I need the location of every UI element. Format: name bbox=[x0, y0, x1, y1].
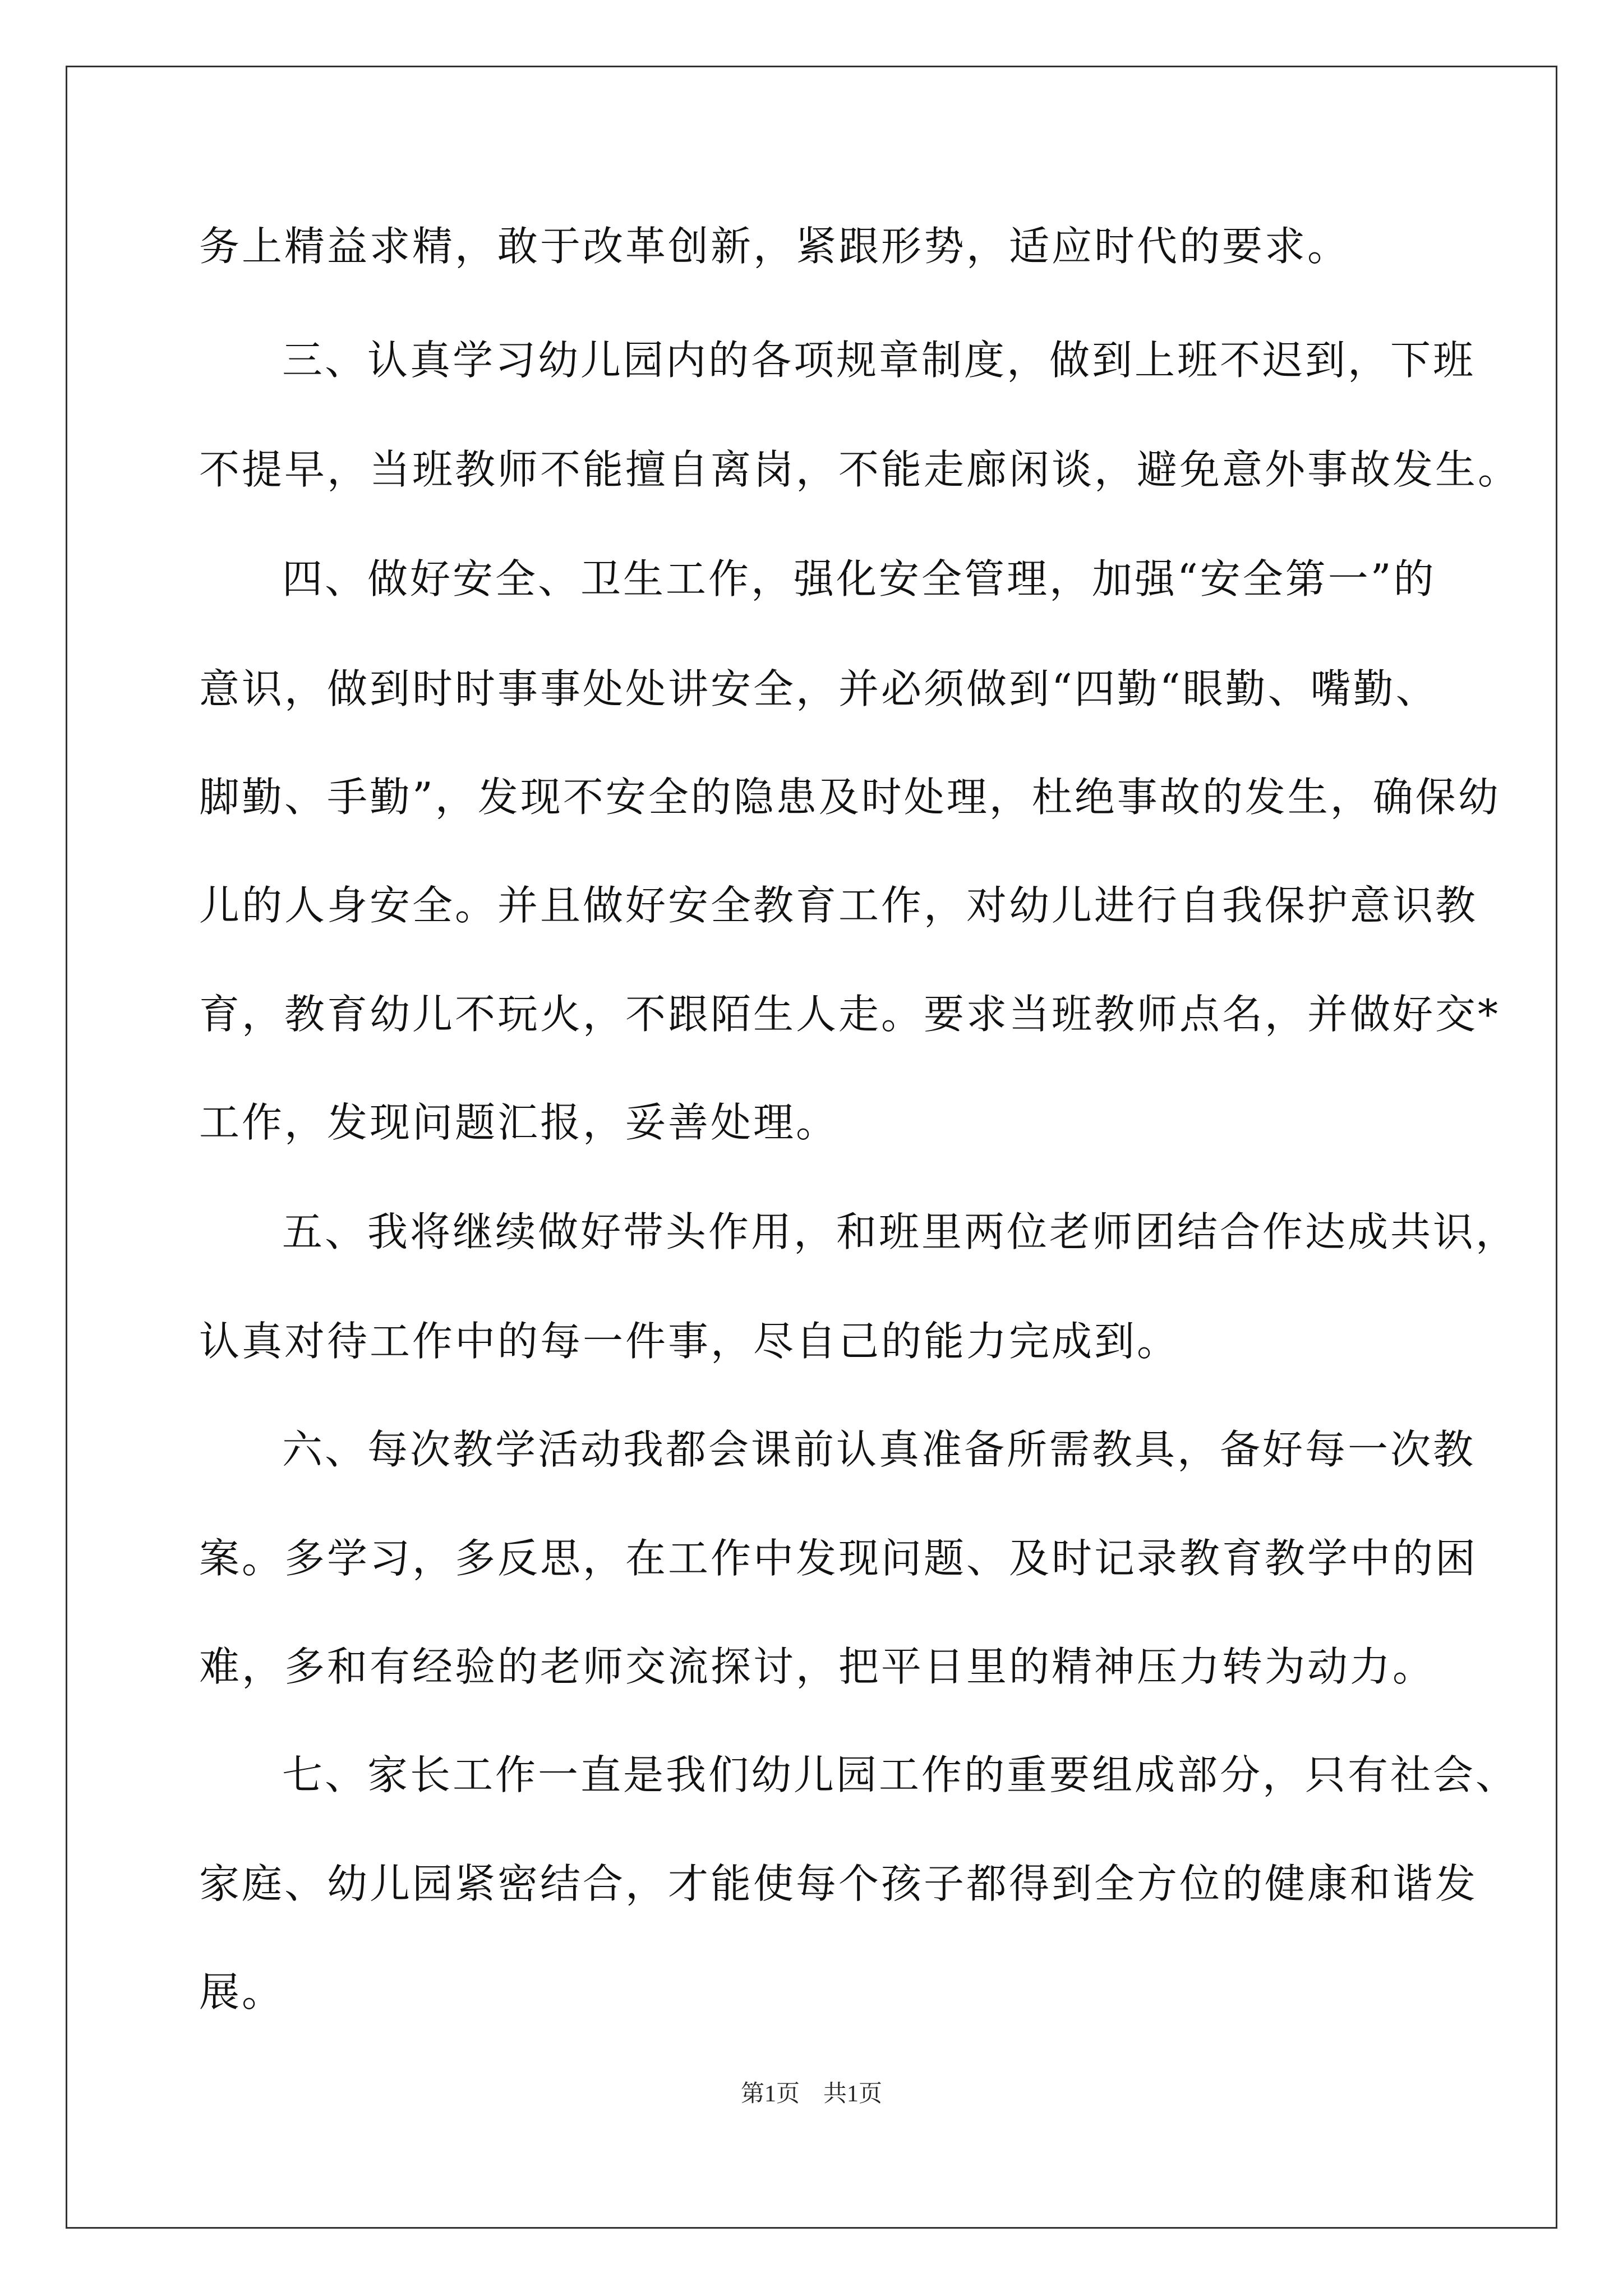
text-line: 展。 bbox=[199, 1968, 285, 2016]
text-line: 不提早，当班教师不能擅自离岗，不能走廊闲谈，避免意外事故发生。 bbox=[199, 446, 1521, 493]
paragraph-7-start: 七、家长工作一直是我们幼儿园工作的重要组成部分，只有社会、 bbox=[282, 1751, 1519, 1798]
text-line: 认真对待工作中的每一件事，尽自己的能力完成到。 bbox=[199, 1318, 1180, 1365]
text-line: 儿的人身安全。并且做好安全教育工作，对幼儿进行自我保护意识教 bbox=[199, 882, 1478, 929]
text-line: 工作，发现问题汇报，妥善处理。 bbox=[199, 1099, 839, 1146]
paragraph-3-start: 三、认真学习幼儿园内的各项规章制度，做到上班不迟到，下班 bbox=[282, 337, 1476, 384]
text-line: 家庭、幼儿园紧密结合，才能使每个孩子都得到全方位的健康和谐发 bbox=[199, 1860, 1478, 1907]
paragraph-6-start: 六、每次教学活动我都会课前认真准备所需教具，备好每一次教 bbox=[282, 1426, 1476, 1473]
text-line: 难，多和有经验的老师交流探讨，把平日里的精神压力转为动力。 bbox=[199, 1643, 1436, 1690]
text-line: 意识，做到时时事事处处讲安全，并必须做到“四勤“眼勤、嘴勤、 bbox=[199, 665, 1438, 712]
text-line: 案。多学习，多反思，在工作中发现问题、及时记录教育教学中的困 bbox=[199, 1535, 1478, 1582]
text-line: 育，教育幼儿不玩火，不跟陌生人走。要求当班教师点名，并做好交* bbox=[199, 991, 1501, 1038]
page-footer: 第1页 共1页 bbox=[740, 2081, 882, 2107]
paragraph-4-start: 四、做好安全、卫生工作，强化安全管理，加强“安全第一”的 bbox=[282, 555, 1436, 602]
text-line: 务上精益求精，敢于改革创新，紧跟形势，适应时代的要求。 bbox=[199, 223, 1350, 270]
paragraph-5-start: 五、我将继续做好带头作用，和班里两位老师团结合作达成共识， bbox=[282, 1208, 1519, 1255]
text-line: 脚勤、手勤”，发现不安全的隐患及时处理，杜绝事故的发生，确保幼 bbox=[199, 774, 1501, 821]
